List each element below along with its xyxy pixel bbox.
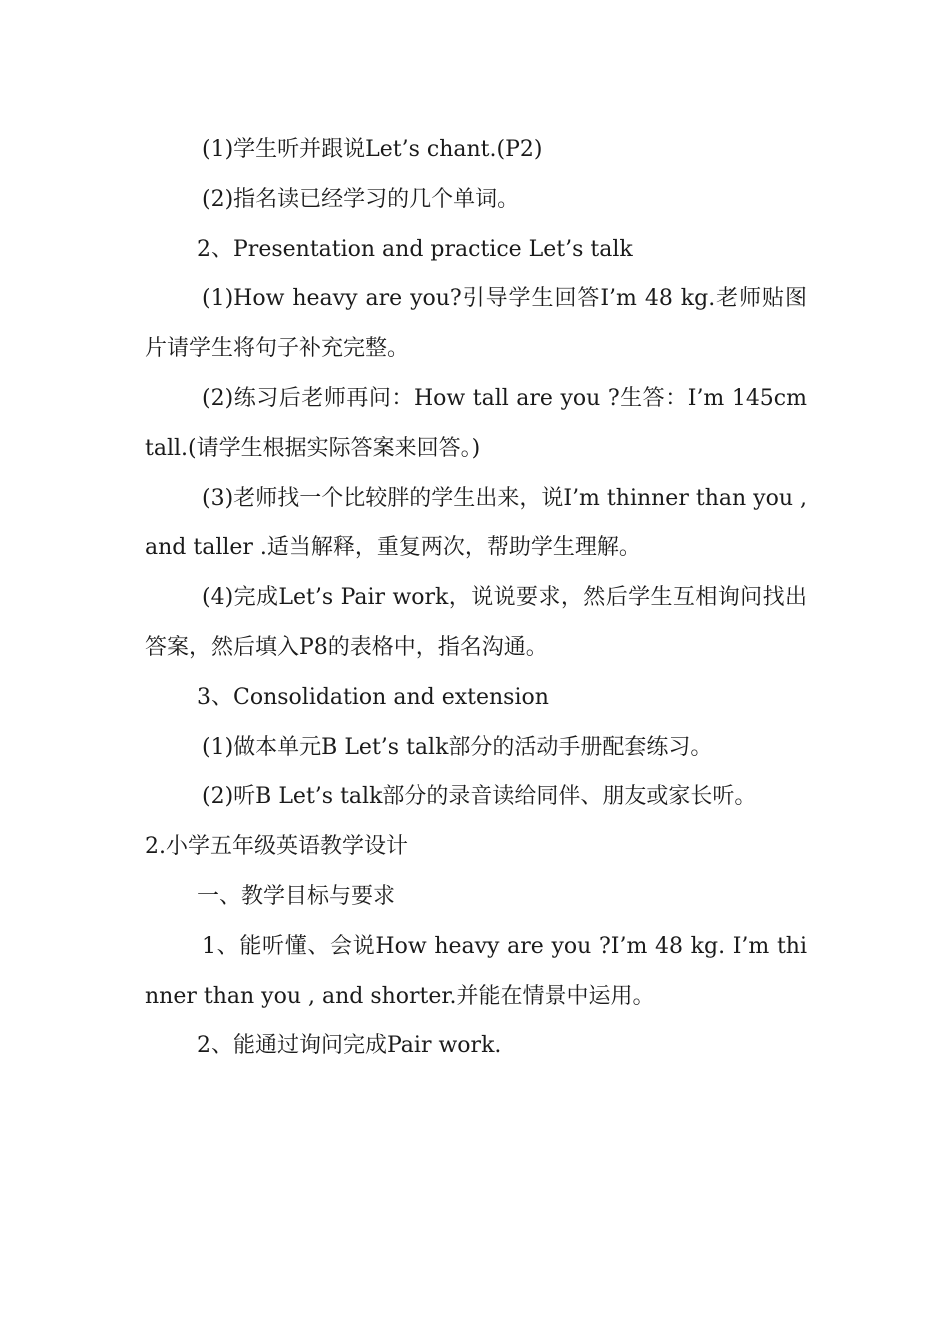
paragraph-goal-2: 2、能通过询问完成Pair work.	[197, 1033, 502, 1059]
document-title: 2.小学五年级英语教学设计	[145, 834, 408, 860]
section-goals-heading: 一、教学目标与要求	[197, 883, 396, 909]
paragraph-goal-1: 1、能听懂、会说How heavy are you ?I’m 48 kg. I’m thinner than you , and shorter.并能在情景中运用。	[145, 933, 807, 1009]
paragraph-how-tall: (2)练习后老师再问：How tall are you ?生答：I’m 145cm tall.(请学生根据实际答案来回答。)	[145, 385, 807, 461]
paragraph-thinner: (3)老师找一个比较胖的学生出来，说I’m thinner than you ,and taller .适当解释，重复两次，帮助学生理解。	[145, 485, 807, 561]
section-presentation-heading: 2、Presentation and practice Let’s talk	[197, 236, 633, 262]
document-body	[145, 125, 807, 1071]
section-consolidation-heading: 3、Consolidation and extension	[197, 684, 549, 710]
paragraph-activity-book: (1)做本单元B Let’s talk部分的活动手册配套练习。	[202, 734, 713, 760]
paragraph-read-words: (2)指名读已经学习的几个单词。	[202, 186, 520, 212]
paragraph-how-heavy: (1)How heavy are you?引导学生回答I’m 48 kg.老师贴图片请学生将句子补充完整。	[145, 286, 807, 362]
paragraph-pair-work: (4)完成Let’s Pair work，说说要求，然后学生互相询问找出答案，然后填入P8的表格中，指名沟通。	[145, 585, 807, 660]
paragraph-chant: (1)学生听并跟说Let’s chant.(P2)	[202, 137, 543, 162]
paragraph-listen-recording: (2)听B Let’s talk部分的录音读给同伴、朋友或家长听。	[202, 784, 757, 810]
